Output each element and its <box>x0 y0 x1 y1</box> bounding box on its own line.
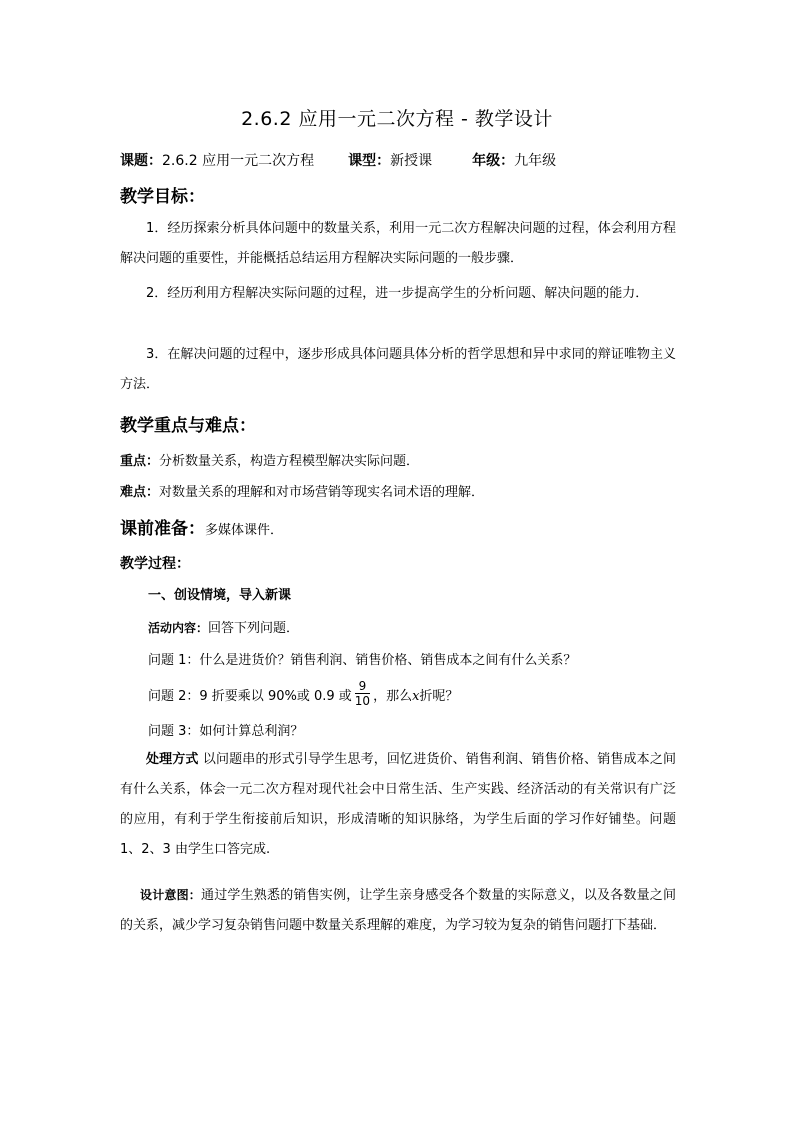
activity-text: 回答下列问题． <box>208 621 300 636</box>
lesson-meta <box>120 150 556 170</box>
topic-value: 2.6.2 应用一元二次方程 <box>162 153 315 169</box>
activity-label: 活动内容： <box>148 621 209 635</box>
difficulty-text: 对数量关系的理解和对市场营销等现实名词术语的理解． <box>159 485 485 500</box>
preparation-text: 多媒体课件． <box>205 523 284 538</box>
fraction-numerator: 9 <box>355 679 370 694</box>
difficulty-label: 难点： <box>120 485 160 500</box>
question-2-suffix-a: ，那么 <box>373 689 413 704</box>
method-paragraph <box>120 745 676 865</box>
preparation-line <box>120 514 283 539</box>
design-paragraph <box>120 880 676 941</box>
focus-text: 分析数量关系，构造方程模型解决实际问题． <box>159 454 420 469</box>
grade-value: 九年级 <box>514 153 557 169</box>
question-1: 问题 1：什么是进货价？销售利润、销售价格、销售成本之间有什么关系？ <box>148 653 577 668</box>
difficulty-line <box>120 481 484 500</box>
objective-item-1: 1．经历探索分析具体问题中的数量关系，利用一元二次方程解决问题的过程，体会利用方程解决问题的重要性，并能概括总结运用方程解决实际问题的一般步骤． <box>120 221 676 266</box>
keypoints-heading: 教学重点与难点： <box>120 416 256 436</box>
objectives-heading: 教学目标： <box>120 187 205 207</box>
process-heading: 教学过程： <box>120 556 190 572</box>
question-2-text: 问题 2：9 折要乘以 90%或 0.9 或 <box>148 689 352 704</box>
question-2-suffix-b: 折呢？ <box>419 689 459 704</box>
design-label: 设计意图： <box>140 888 201 902</box>
method-text: 以问题串的形式引导学生思考，回忆进货价、销售利润、销售价格、销售成本之间有什么关系，体会一元二次方程对现代社会中日常生活、生产实践、经济活动的有关常识有广泛的应用，有利于学生衔接前后知识，形成清晰的知识脉络，为学生后面的学习作好铺垫。问题 1、2、3 由学生口答完成. <box>120 752 676 857</box>
fraction-denominator: 10 <box>354 694 371 708</box>
objective-item-2: 2．经历利用方程解决实际问题的过程，进一步提高学生的分析问题、解决问题的能力． <box>146 286 649 301</box>
focus-label: 重点： <box>120 454 160 469</box>
topic-label: 课题： <box>120 153 162 169</box>
document-title: 2.6.2 应用一元二次方程 - 教学设计 <box>241 108 553 130</box>
activity-line <box>148 617 299 636</box>
preparation-label: 课前准备： <box>120 519 205 539</box>
question-2 <box>148 679 459 711</box>
grade-label: 年级： <box>472 153 515 169</box>
type-value: 新授课 <box>390 153 433 169</box>
type-label: 课型： <box>348 153 391 169</box>
question-3: 问题 3：如何计算总利润？ <box>148 724 304 739</box>
fraction <box>355 679 370 708</box>
method-label: 处理方式 <box>146 752 199 767</box>
design-text: 通过学生熟悉的销售实例，让学生亲身感受各个数量的实际意义，以及各数量之间的关系，减少学习复杂销售问题中数量关系理解的难度，为学习较为复杂的销售问题打下基础． <box>120 888 676 933</box>
focus-line <box>120 450 419 469</box>
section1-title: 一、创设情境，导入新课 <box>148 588 292 603</box>
objective-item-3: 3．在解决问题的过程中，逐步形成具体问题具体分析的哲学思想和异中求同的辩证唯物主义方法． <box>120 347 676 392</box>
variable-x: x <box>412 689 420 704</box>
